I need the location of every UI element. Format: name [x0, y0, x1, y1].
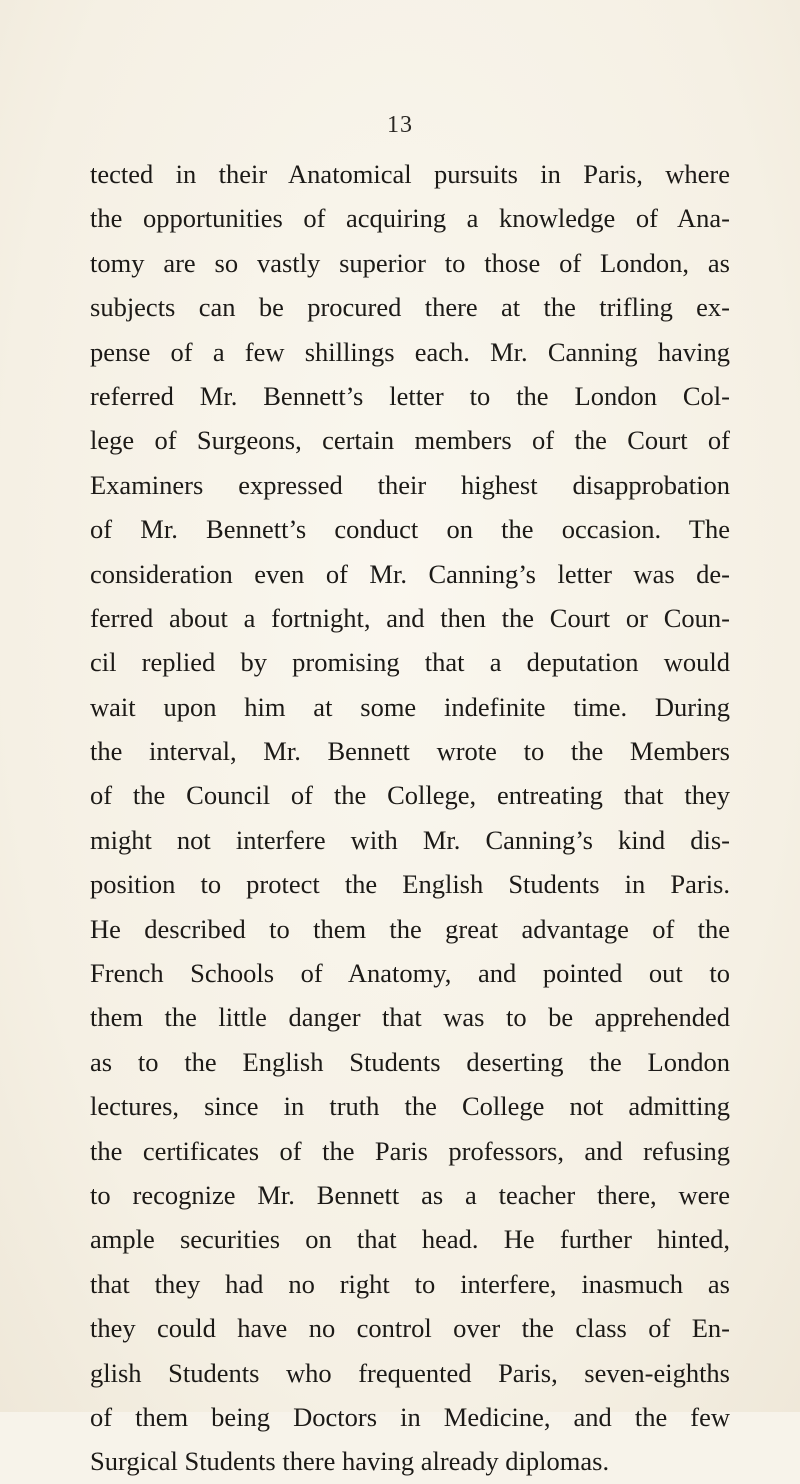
text-line: subjects can be procured there at the trifling ex- — [90, 292, 730, 323]
text-line: French Schools of Anatomy, and pointed out to — [90, 958, 730, 989]
text-line: of the Council of the College, entreating that they — [90, 780, 730, 811]
text-line: the opportunities of acquiring a knowledge of Ana- — [90, 203, 730, 234]
page-number: 13 — [387, 112, 413, 138]
text-line: lectures, since in truth the College not admitting — [90, 1091, 730, 1122]
text-line: to recognize Mr. Bennett as a teacher there, were — [90, 1179, 730, 1210]
text-line: glish Students who frequented Paris, seven-eighths — [90, 1357, 730, 1388]
text-line: wait upon him at some indefinite time. During — [90, 691, 730, 722]
text-line: that they had no right to interfere, inasmuch as — [90, 1268, 730, 1299]
text-line: as to the English Students deserting the London — [90, 1046, 730, 1077]
text-line: ample securities on that head. He further hinted, — [90, 1224, 730, 1255]
text-line: referred Mr. Bennett’s letter to the London Col- — [90, 380, 730, 411]
text-line: consideration even of Mr. Canning’s letter was de- — [90, 558, 730, 589]
text-line: of Mr. Bennett’s conduct on the occasion. The — [90, 514, 730, 545]
text-line: ferred about a fortnight, and then the Court or Coun- — [90, 602, 730, 633]
text-line: lege of Surgeons, certain members of the Court of — [90, 425, 730, 456]
text-line: the certificates of the Paris professors, and refusing — [90, 1135, 730, 1166]
text-line: cil replied by promising that a deputation would — [90, 647, 730, 678]
body-text — [90, 152, 730, 1484]
text-line: of them being Doctors in Medicine, and the few — [90, 1401, 730, 1432]
text-line: they could have no control over the class of En- — [90, 1313, 730, 1344]
text-line: them the little danger that was to be apprehended — [90, 1002, 730, 1033]
text-line: tomy are so vastly superior to those of London, as — [90, 247, 730, 278]
text-line: pense of a few shillings each. Mr. Canning having — [90, 336, 730, 367]
text-line: might not interfere with Mr. Canning’s kind dis- — [90, 824, 730, 855]
text-line: Surgical Students there having already diplomas. — [90, 1446, 610, 1477]
text-line: position to protect the English Students in Paris. — [90, 869, 730, 900]
text-line: tected in their Anatomical pursuits in Paris, where — [90, 159, 730, 189]
text-line: Examiners expressed their highest disapprobation — [90, 469, 730, 500]
text-line: the interval, Mr. Bennett wrote to the Members — [90, 736, 730, 767]
text-line: He described to them the great advantage of the — [90, 913, 730, 944]
